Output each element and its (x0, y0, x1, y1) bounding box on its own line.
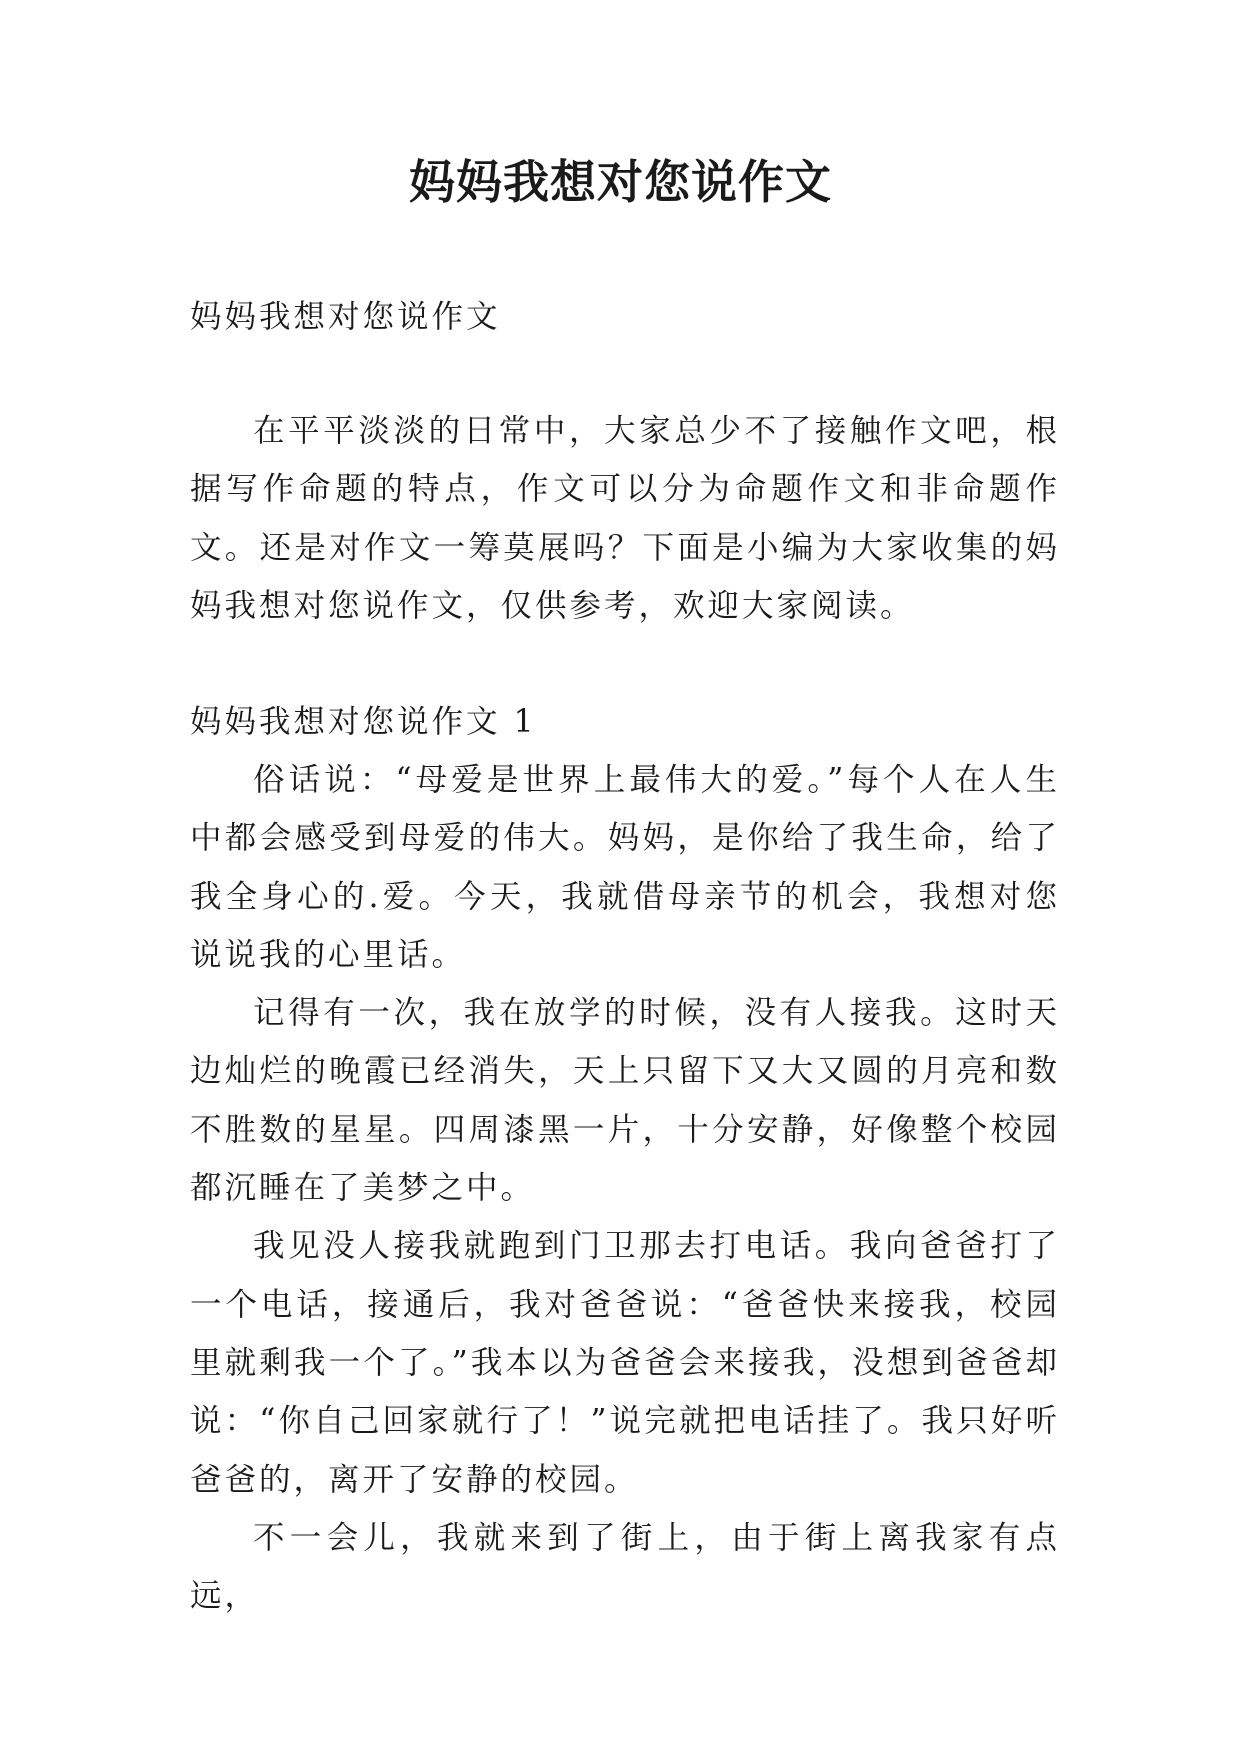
intro-paragraph: 在平平淡淡的日常中，大家总少不了接触作文吧，根据写作命题的特点，作文可以分为命题作文和非命题作文。还是对作文一筹莫展吗？下面是小编为大家收集的妈妈我想对您说作文，仅供参考，欢迎大家阅读。 (190, 413, 1060, 624)
essay-paragraph: 记得有一次，我在放学的时候，没有人接我。这时天边灿烂的晚霞已经消失，天上只留下又大又圆的月亮和数不胜数的星星。四周漆黑一片，十分安静，好像整个校园都沉睡在了美梦之中。 (190, 995, 1060, 1207)
essay-body (190, 751, 1060, 1625)
essay-paragraph: 不一会儿，我就来到了街上，由于街上离我家有点远， (190, 1519, 1060, 1615)
document-subtitle: 妈妈我想对您说作文 (190, 299, 501, 335)
essay-heading: 妈妈我想对您说作文 1 (190, 704, 537, 740)
document-title: 妈妈我想对您说作文 (409, 155, 832, 209)
essay-paragraph: 俗话说：“母爱是世界上最伟大的爱。”每个人在人生中都会感受到母爱的伟大。妈妈，是你给了我生命，给了我全身心的.爱。今天，我就借母亲节的机会，我想对您说说我的心里话。 (190, 762, 1060, 973)
essay-paragraph: 我见没人接我就跑到门卫那去打电话。我向爸爸打了一个电话，接通后，我对爸爸说：“爸爸快来接我，校园里就剩我一个了。”我本以为爸爸会来接我，没想到爸爸却说：“你自己回家就行了！”说完就把电话挂了。我只好听爸爸的，离开了安静的校园。 (190, 1228, 1060, 1498)
